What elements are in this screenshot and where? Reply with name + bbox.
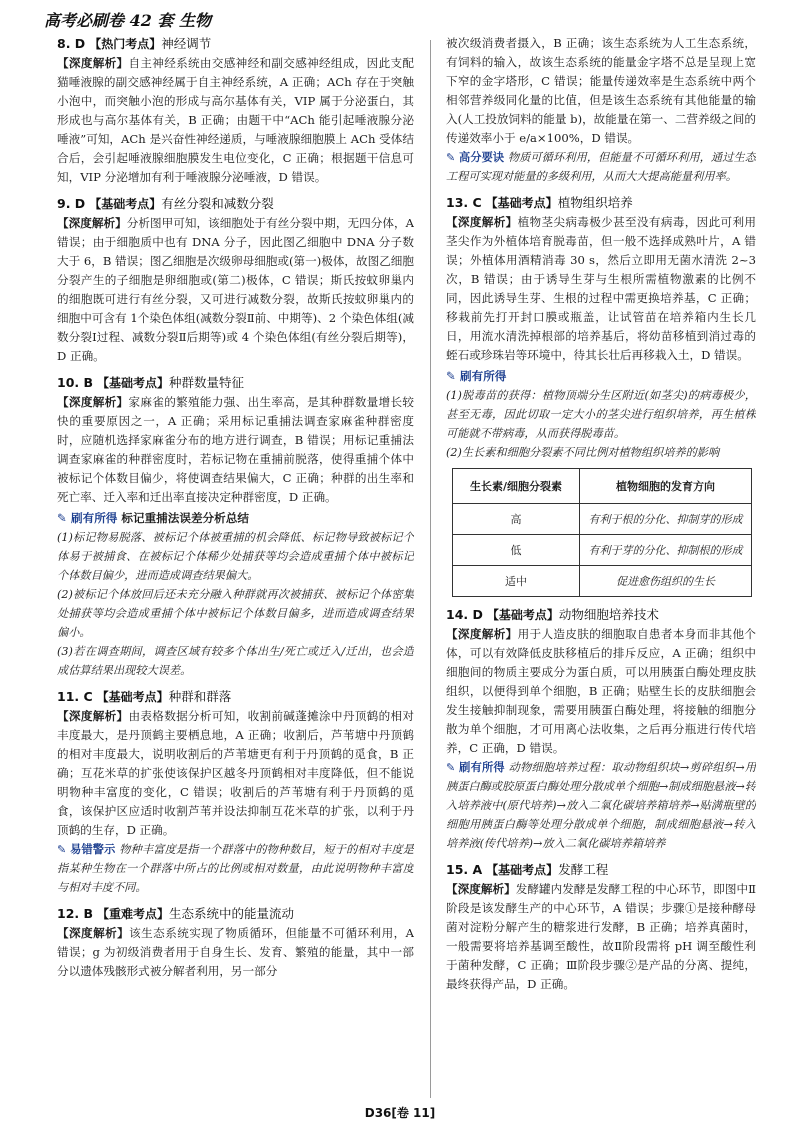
analysis-label: 【深度解析】: [57, 216, 127, 230]
answer-number: 13. C: [446, 195, 482, 210]
question-tag: 【基础考点】: [89, 197, 162, 211]
table-cell: 低: [453, 535, 580, 566]
analysis-text: 发酵罐内发酵是发酵工程的中心环节，即图中Ⅱ阶段是该发酵生产的中心环节，A 错误；步骤①是接种酵母菌对淀粉分解产生的糖浆进行发酵，B 正确；培养真菌时，一般需要将培养基调至酸性，故Ⅱ阶段需将 pH 调至酸性利于菌种发酵，C 正确；Ⅲ阶段步骤②是产品的分离、提纯，最终获得产品，D 正确。: [446, 882, 756, 991]
tip-subtitle: 标记重捕法误差分析总结: [121, 511, 249, 525]
right-column: [446, 34, 756, 1100]
pen-icon: ✎: [446, 369, 456, 383]
tip-line: (3)若在调查期间，调查区域有较多个体出生/死亡或迁入/迁出，也会造成估算结果出现较大误差。: [57, 645, 414, 677]
table-row: [453, 535, 752, 566]
question-header: [57, 373, 414, 393]
question-header: [57, 687, 414, 707]
pen-icon: ✎: [446, 761, 460, 774]
question-tag: 【基础考点】: [486, 863, 559, 877]
analysis-text: 家麻雀的繁殖能力强、出生率高，是其种群数量增长较快的重要原因之一，A 正确；采用标记重捕法调查家麻雀种群密度时，应随机选择家麻雀分布的地方进行调查，B 错误；用标记重捕法调查家麻雀的种群密度时，若标记物在重捕前脱落，使得重捕个体中被标记个体数目偏少，将使调查结果偏大，C 正确；种群的出生率和死亡率、迁入率和迁出率直接决定种群密度，D 正确。: [57, 395, 414, 504]
answer-number: 12. B: [57, 906, 94, 921]
tip-inline-paragraph: [57, 840, 414, 897]
question-tag: 【基础考点】: [486, 608, 559, 622]
question-tag: 【基础考点】: [97, 376, 170, 390]
tip-title: 易错警示: [70, 843, 116, 856]
tip-inline-paragraph: [446, 148, 756, 186]
analysis-text: 由表格数据分析可知，收割前碱蓬摊涂中丹顶鹤的相对丰度最大，是丹顶鹤主要栖息地，A 正确；收割后，芦苇塘中丹顶鹤的相对丰度最大，说明收割后的芦苇塘更有利于丹顶鹤的觅食，B 正确；互花米草的扩张使该保护区越冬丹顶鹤相对丰度降低，但不能说明物种丰富度的变化，C 错误；收割后的芦苇塘有利于丹顶鹤的觅食，该保护区应适时收割芦苇并设法抑制互花米草的扩张，以利于丹顶鹤的生存，D 正确。: [57, 709, 414, 837]
question-tag: 【基础考点】: [485, 196, 558, 210]
question-header: [446, 860, 756, 880]
analysis-paragraph: [57, 54, 414, 187]
analysis-paragraph: [57, 924, 414, 981]
answer-number: 10. B: [57, 375, 94, 390]
tip-line: (1)标记物易脱落、被标记个体被重捕的机会降低、标记物导致被标记个体易于被捕食、在被标记个体稀少处捕获等均会造成重捕个体中被标记个体数目偏少，进而造成调查结果偏大。: [57, 531, 414, 582]
question-tag: 【基础考点】: [96, 690, 169, 704]
analysis-text: 分析图甲可知，该细胞处于有丝分裂中期，无四分体，A 错误；由于细胞质中也有 DNA 分子，因此图乙细胞中 DNA 分子数大于 6，B 错误；图乙细胞是次级卵母细胞或(第一)极体，故图乙细胞分裂产生的子细胞是卵细胞或(第二)极体，C 错误；斯氏按蚊卵巢内的细胞既可进行有丝分裂，又可进行减数分裂，故斯氏按蚊卵巢内的细胞中可含有 1个染色体组(减数分裂Ⅱ前、中期等)、2 个染色体组(减数分裂Ⅰ过程、减数分裂Ⅱ后期等)或 4 个染色体组(有丝分裂后期等)，D 正确。: [57, 216, 414, 363]
tip-title: 高分要诀: [459, 151, 505, 164]
analysis-paragraph: [57, 707, 414, 840]
question-header: [57, 194, 414, 214]
column-divider: [430, 40, 431, 1098]
tip-text: 物种丰富度是指一个群落中的物种数目，短于的相对丰度是指某种生物在一个群落中所占的比例或相对数量，由此说明物种丰富度与相对丰度不同。: [57, 843, 414, 894]
answer-number: 9. D: [57, 196, 86, 211]
table-header-row: [453, 469, 752, 504]
tip-line: (1)脱毒苗的获得：植物顶端分生区附近(如茎尖)的病毒极少，甚至无毒，因此切取一定大小的茎尖进行组织培养，再生植株可能就不带病毒，从而获得脱毒苗。: [446, 389, 756, 440]
analysis-paragraph: [57, 393, 414, 507]
analysis-label: 【深度解析】: [57, 709, 129, 723]
table-row: [453, 504, 752, 535]
header-title: 高考必刷卷 42 套 生物: [44, 11, 211, 30]
question-block: [446, 860, 756, 994]
question-block: [57, 34, 414, 187]
page-number: D36[卷 11]: [364, 1106, 436, 1120]
answer-number: 11. C: [57, 689, 93, 704]
analysis-text: 自主神经系统由交感神经和副交感神经组成，因此支配猫唾液腺的副交感神经属于自主神经系统，A 正确；ACh 存在于突触小泡中，而突触小泡的形成与高尔基体有关，VIP 属于分泌蛋白，其形成也与高尔基体有关，B 正确；由题干中“ACh 能引起唾液腺分泌唾液”可知，ACh 是兴奋性神经递质，与唾液腺细胞膜上 ACh 受体结合后，会引起唾液腺细胞膜发生电位变化，C 正确；根据题干信息可知，VIP 分泌增加有利于唾液腺分泌唾液，D 错误。: [57, 56, 414, 184]
table-cell: 有利于芽的分化、抑制根的形成: [580, 535, 752, 566]
question-tag: 【热门考点】: [89, 37, 162, 51]
table-header-cell: 生长素/细胞分裂素: [453, 469, 580, 504]
answer-number: 15. A: [446, 862, 483, 877]
answer-number: 14. D: [446, 607, 483, 622]
tip-text: 动物细胞培养过程：取动物组织块→剪碎组织→用胰蛋白酶或胶原蛋白酶处理分散成单个细胞→制成细胞悬液→转入培养液中(原代培养)→放入二氧化碳培养箱培养→贴满瓶壁的细胞用胰蛋白酶等处理分散成单个细胞，制成细胞悬液→转入培养液(传代培养)→放入二氧化碳培养箱培养: [446, 761, 756, 850]
analysis-paragraph: [446, 34, 756, 148]
analysis-text: 用于人造皮肤的细胞取自患者本身而非其他个体，可以有效降低皮肤移植后的排斥反应，A 正确；组织中细胞间的物质主要成分为蛋白质，可以用胰蛋白酶处理皮肤组织，以便得到单个细胞，B 正确；贴壁生长的皮肤细胞会发生接触抑制现象，需要用胰蛋白酶处理，将接触的细胞分散为单个细胞，才可用离心法收集，之后再分瓶进行传代培养，C 正确，D 错误。: [446, 627, 756, 755]
tip-title: 刷有所得: [459, 761, 505, 774]
question-topic: 种群和群落: [168, 689, 232, 704]
table-header-cell: 植物细胞的发育方向: [580, 469, 752, 504]
analysis-text: 该生态系统实现了物质循环，但能量不可循环利用，A 错误；g 为初级消费者用于自身生长、发育、繁殖的能量，其中一部分以遗体残骸形式被分解者利用，另一部分: [57, 926, 414, 978]
question-topic: 植物组织培养: [557, 195, 633, 210]
tip-header: [57, 509, 414, 528]
analysis-label: 【深度解析】: [446, 215, 518, 229]
analysis-label: 【深度解析】: [446, 882, 516, 896]
page-header: [44, 8, 764, 34]
question-topic: 种群数量特征: [169, 375, 245, 390]
question-topic: 有丝分裂和减数分裂: [161, 196, 274, 211]
tip-title: 刷有所得: [71, 511, 118, 525]
pen-icon: ✎: [57, 843, 71, 856]
analysis-label: 【深度解析】: [57, 395, 129, 409]
question-header: [446, 193, 756, 213]
question-topic: 动物细胞培养技术: [558, 607, 659, 622]
question-header: [57, 34, 414, 54]
answer-number: 8. D: [57, 36, 86, 51]
tip-line: (2)生长素和细胞分裂素不同比例对植物组织培养的影响: [446, 446, 720, 459]
question-block: [57, 194, 414, 366]
analysis-label: 【深度解析】: [57, 926, 130, 940]
pen-icon: ✎: [57, 511, 67, 525]
analysis-paragraph: [446, 880, 756, 994]
analysis-label: 【深度解析】: [446, 627, 518, 641]
analysis-paragraph: [446, 213, 756, 365]
tip-title: 刷有所得: [460, 369, 507, 383]
analysis-text: 植物茎尖病毒极少甚至没有病毒，因此可利用茎尖作为外植体培育脱毒苗，但一般不选择成熟叶片，A 错误；外植体用酒精消毒 30 s，然后立即用无菌水清洗 2~3 次，B 错误；由于诱导生芽与生根所需植物激素的比例不同，因此诱导生芽、生根的过程中需更换培养基，C 正确；移栽前先打开封口膜或瓶盖，让试管苗在培养箱内生长几日，用流水清洗掉根部的培养基后，将幼苗移植到消过毒的蛭石或珍珠岩等环境中，待其长壮后再移栽入土，D 错误。: [446, 215, 756, 362]
ratio-table: [452, 468, 752, 597]
page-footer: [0, 1102, 800, 1124]
analysis-paragraph: [57, 214, 414, 366]
table-cell: 有利于根的分化、抑制芽的形成: [580, 504, 752, 535]
table-cell: 适中: [453, 566, 580, 597]
question-block: [446, 34, 756, 186]
tip-text: 物质可循环利用，但能量不可循环利用，通过生态工程可实现对能量的多级利用，从而大大提高能量利用率。: [446, 151, 756, 183]
tip-line: (2)被标记个体放回后还未充分融入种群就再次被捕获、被标记个体密集处捕获等均会造成重捕个体中被标记个体数目偏多，进而造成调查结果偏小。: [57, 588, 414, 639]
table-cell: 高: [453, 504, 580, 535]
question-block: [57, 373, 414, 680]
question-tag: 【重难考点】: [97, 907, 170, 921]
tip-inline-paragraph: [446, 758, 756, 853]
question-topic: 神经调节: [161, 36, 212, 51]
question-block: [446, 605, 756, 853]
analysis-label: 【深度解析】: [57, 56, 129, 70]
left-column: [57, 34, 414, 1100]
table-cell: 促进愈伤组织的生长: [580, 566, 752, 597]
question-header: [446, 605, 756, 625]
question-header: [57, 904, 414, 924]
table-row: [453, 566, 752, 597]
question-block: [57, 687, 414, 897]
analysis-paragraph: [446, 625, 756, 758]
question-block: [446, 193, 756, 597]
tip-header: [446, 367, 756, 386]
analysis-text: 被次级消费者摄入，B 正确；该生态系统为人工生态系统，有饲料的输入，故该生态系统的能量金字塔不总是呈现上宽下窄的金字塔形，C 错误；能量传递效率是生态系统中两个相邻营养级同化量的比值，但是该生态系统有其他能量的输入(人工投放饲料的能量 b)，故能量在第一、二营养级之间的传递效率小于 e/a×100%，D 错误。: [446, 36, 756, 145]
question-topic: 发酵工程: [558, 862, 609, 877]
question-block: [57, 904, 414, 981]
pen-icon: ✎: [446, 151, 460, 164]
question-topic: 生态系统中的能量流动: [169, 906, 295, 921]
